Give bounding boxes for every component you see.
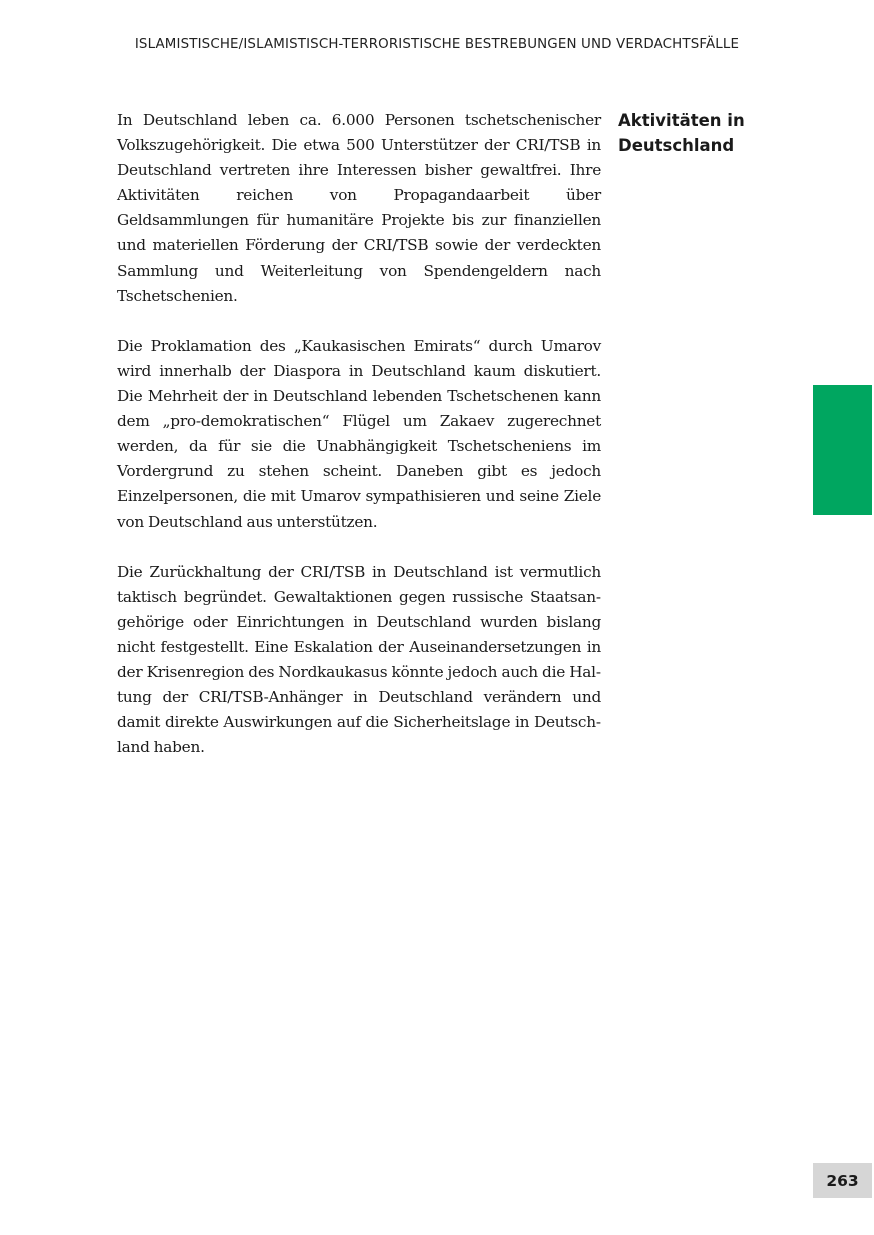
page-number: 263 — [813, 1163, 872, 1198]
body-paragraph-2: Die Proklamation des „Kaukasischen Emirats“ durch Umarov wird innerhalb der Diaspora in Deutschland kaum diskutiert. Die Mehrheit der in Deutschland lebenden Tschetschenen kann dem „pro-demokratischen“ Flügel um Zakaev zugerechnet werden, da für sie die Unabhängigkeit Tschetscheniens im Vordergrund zu stehen scheint. Daneben gibt es jedoch Einzelpersonen, die mit Umarov sympathisieren und seine Ziele von Deutschland aus unterstützen. — [117, 336, 601, 531]
section-color-tab — [813, 385, 872, 515]
body-paragraph-1: In Deutschland leben ca. 6.000 Personen tschetschenischer Volkszugehörigkeit. Die etwa 500 Unterstützer der CRI/TSB in Deutschland vertreten ihre Interessen bisher gewaltfrei. Ihre Aktivitäten reichen von Propagandaarbeit über Geldsammlungen für humanitäre Projekte bis zur finanziellen und materiellen Förderung der CRI/TSB sowie der verdeckten Sammlung und Weiterleitung von Spendengeldern nach Tschetschenien. — [117, 111, 601, 305]
margin-heading: Aktivitäten in Deutschland — [618, 111, 745, 155]
running-header: ISLAMISTISCHE/ISLAMISTISCH-TERRORISTISCHE BESTREBUNGEN UND VERDACHTSFÄLLE — [134, 37, 740, 52]
body-paragraph-3: Die Zurückhaltung der CRI/TSB in Deutschland ist vermutlich taktisch begründet. Gewaltaktionen gegen russische Staatsangehörige oder Einrichtungen in Deutschland wurden bislang nicht festgestellt. Eine Eskalation der Auseinandersetzungen in der Krisenregion des Nordkaukasus könnte jedoch auch die Haltung der CRI/TSB-Anhänger in Deutschland verändern und damit direkte Auswirkungen auf die Sicherheitslage in Deutschland haben. — [117, 562, 601, 757]
main-text-column — [117, 108, 601, 786]
